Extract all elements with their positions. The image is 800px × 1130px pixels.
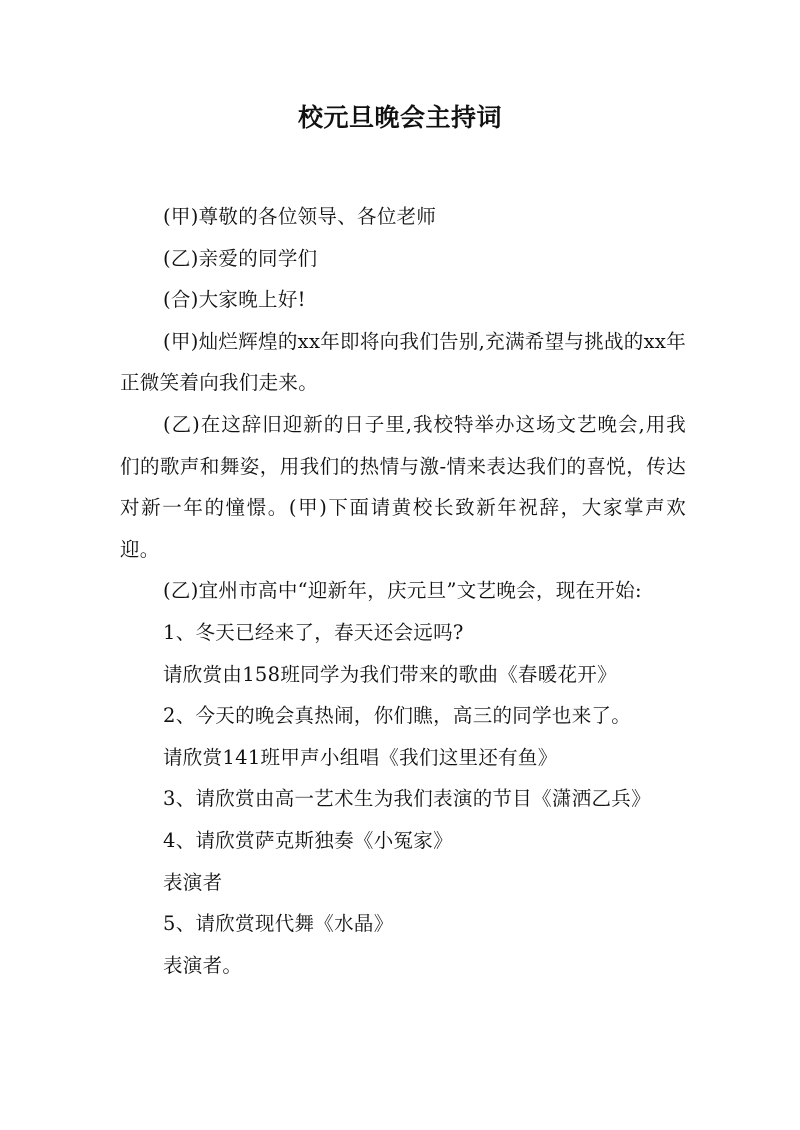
paragraph-greeting-leaders: (甲)尊敬的各位领导、各位老师: [163, 205, 437, 228]
paragraph-program-1: 1、冬天已经来了，春天还会远吗?: [163, 620, 464, 644]
paragraph-program-1-detail: 请欣赏由158班同学为我们带来的歌曲《春暖花开》: [163, 662, 617, 686]
document-title: 校元旦晚会主持词: [297, 103, 502, 132]
paragraph-program-3: 3、请欣赏由高一艺术生为我们表演的节目《潇洒乙兵》: [163, 787, 651, 811]
paragraph-gala-start: (乙)宜州市高中“迎新年，庆元旦”文艺晚会，现在开始:: [163, 579, 642, 603]
paragraph-program-4: 4、请欣赏萨克斯独奏《小冤家》: [163, 828, 453, 852]
paragraph-opening-speech: (乙)在这辞旧迎新的日子里,我校特举办这场文艺晚会,用我们的歌声和舞姿，用我们的热情与激-情来表达我们的喜悦，传达对新一年的憧憬。(甲)下面请黄校长致新年祝辞，大家掌声欢迎。: [120, 412, 686, 561]
paragraph-program-2-detail: 请欣赏141班甲声小组唱《我们这里还有鱼》: [163, 745, 558, 769]
paragraph-greeting-students: (乙)亲爱的同学们: [163, 246, 318, 270]
paragraph-program-5: 5、请欣赏现代舞《水晶》: [163, 912, 394, 936]
paragraph-program-2: 2、今天的晚会真热闹，你们瞧，高三的同学也来了。: [163, 704, 632, 728]
paragraph-performer-5: 表演者。: [163, 953, 243, 977]
document-body: [120, 196, 686, 986]
paragraph-performer-4: 表演者: [163, 870, 223, 894]
paragraph-greeting-all: (合)大家晚上好!: [163, 288, 306, 312]
paragraph-farewell-year: (甲)灿烂辉煌的xx年即将向我们告别,充满希望与挑战的xx年正微笑着向我们走来。: [120, 329, 686, 395]
